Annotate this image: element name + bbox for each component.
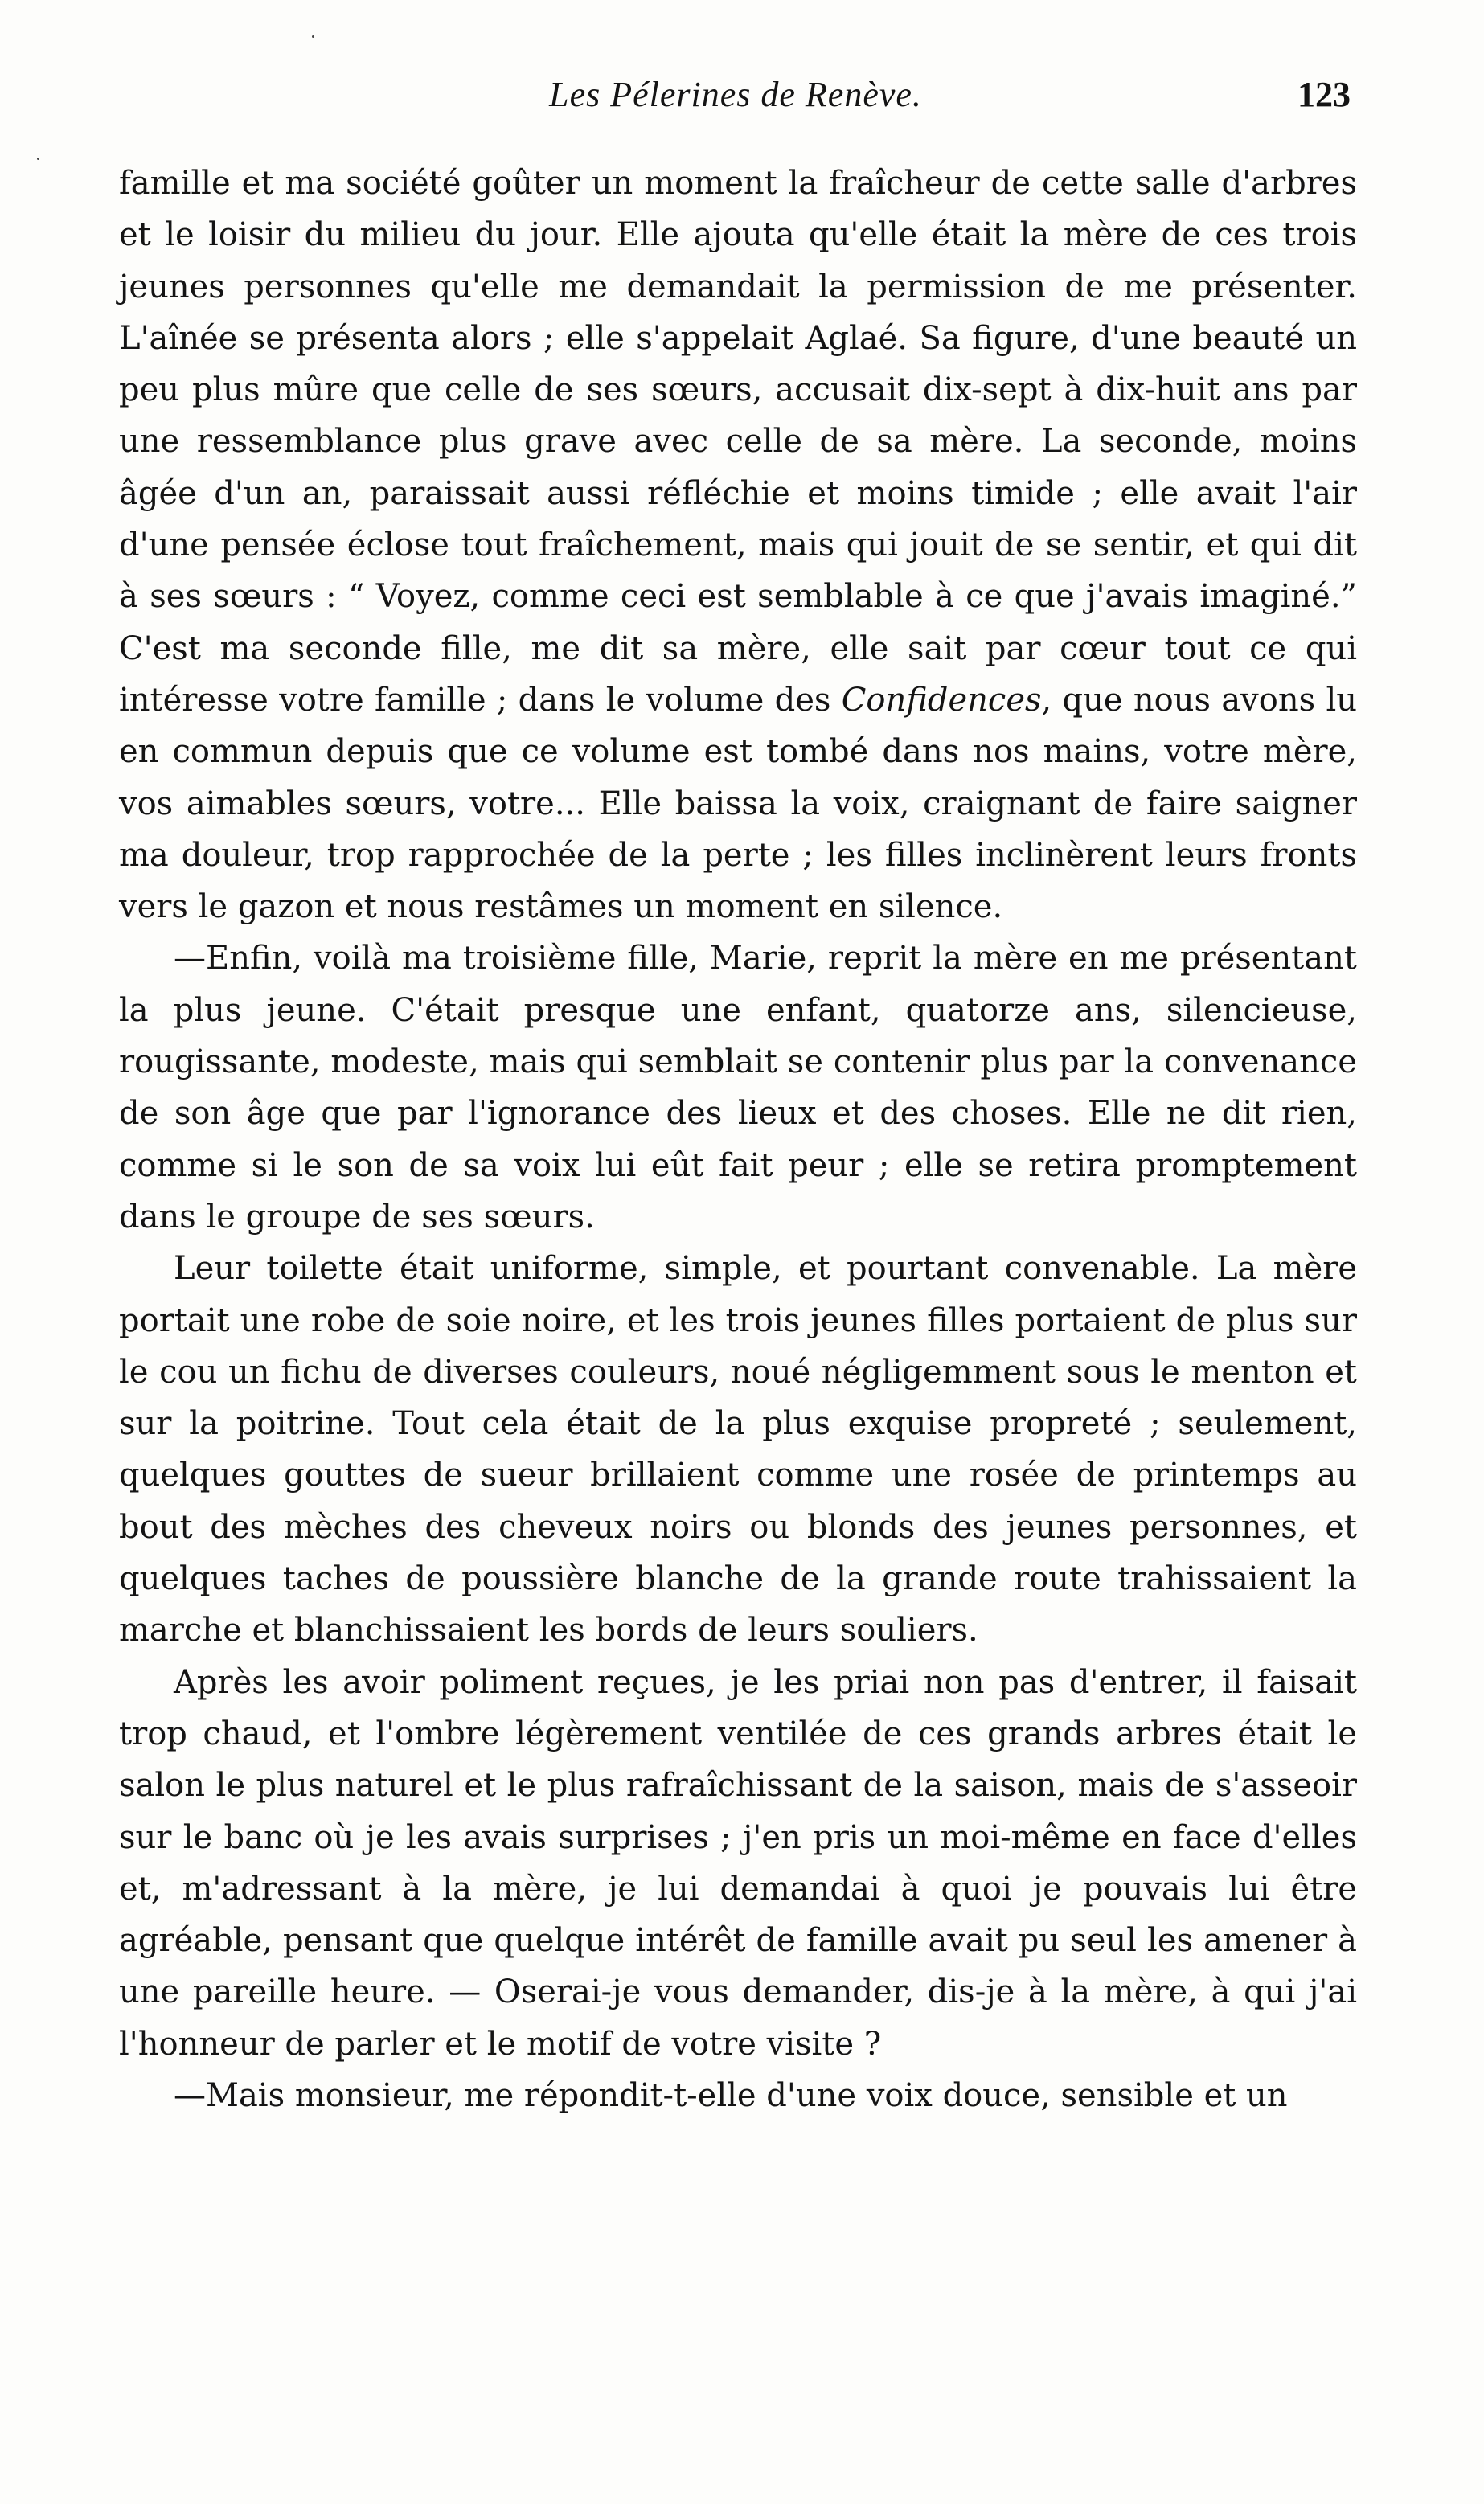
paragraph-1-text-b: , que nous avons lu en commun depuis que ce volume est tombé dans nos mains, votre mère, vos aimables sœurs, votre... Elle baissa la voix, craignant de faire saigner ma douleur, trop rapprochée de la perte ; les filles inclinèrent leurs fronts vers le gazon et nous restâmes un moment en silence. xyxy=(119,681,1357,926)
body-text xyxy=(119,158,1357,2121)
paragraph-5: —Mais monsieur, me répondit-t-elle d'une voix douce, sensible et un xyxy=(174,2076,1288,2114)
paragraph-1 xyxy=(119,158,1357,932)
paragraph-4: Après les avoir poliment reçues, je les priai non pas d'entrer, il faisait trop chaud, et l'ombre légèrement ventilée de ces grands arbres était le salon le plus naturel et le plus rafraîchissant de la saison, mais de s'asseoir sur le banc où je les avais surprises ; j'en pris un moi-même en face d'elles et, m'adressant à la mère, je lui demandai à quoi je pouvais lui être agréable, pensant que quelque intérêt de famille avait pu seul les amener à une pareille heure. — Oserai-je vous demander, dis-je à la mère, à qui j'ai l'honneur de parler et le motif de votre visite ? xyxy=(119,1663,1357,2063)
running-head xyxy=(121,74,1351,130)
book-title-confidences: Confidences xyxy=(841,681,1042,719)
running-title: Les Pélerines de Renève. xyxy=(549,75,922,114)
print-speck xyxy=(37,158,39,160)
print-speck xyxy=(312,35,314,38)
page-number: 123 xyxy=(1297,75,1351,114)
paragraph-2: —Enfin, voilà ma troisième fille, Marie, reprit la mère en me présentant la plus jeune. C'était presque une enfant, quatorze ans, silencieuse, rougissante, modeste, mais qui semblait se contenir plus par la convenance de son âge que par l'ignorance des lieux et des choses. Elle ne dit rien, comme si le son de sa voix lui eût fait peur ; elle se retira promptement dans le groupe de ses sœurs. xyxy=(119,940,1357,1236)
paragraph-1-text-a: famille et ma société goûter un moment la fraîcheur de cette salle d'arbres et le loisir du milieu du jour. Elle ajouta qu'elle était la mère de ces trois jeunes personnes qu'elle me demandait la permission de me présenter. L'aînée se présenta alors ; elle s'appelait Aglaé. Sa figure, d'une beauté un peu plus mûre que celle de ses sœurs, accusait dix-sept à dix-huit ans par une ressemblance plus grave avec celle de sa mère. La seconde, moins âgée d'un an, paraissait aussi réfléchie et moins timide ; elle avait l'air d'une pensée éclose tout fraîchement, mais qui jouit de se sentir, et qui dit à ses sœurs : “ Voyez, comme ceci est semblable à ce que j'avais imaginé.” C'est ma seconde fille, me dit sa mère, elle sait par cœur tout ce qui intéresse votre famille ; dans le volume des xyxy=(119,165,1357,719)
paragraph-3: Leur toilette était uniforme, simple, et pourtant convenable. La mère portait une robe de soie noire, et les trois jeunes filles portaient de plus sur le cou un fichu de diverses couleurs, noué négligemment sous le menton et sur la poitrine. Tout cela était de la plus exquise propreté ; seulement, quelques gouttes de sueur brillaient comme une rosée de printemps au bout des mèches des cheveux noirs ou blonds des jeunes personnes, et quelques taches de poussière blanche de la grande route trahissaient la marche et blanchissaient les bords de leurs souliers. xyxy=(119,1250,1357,1650)
